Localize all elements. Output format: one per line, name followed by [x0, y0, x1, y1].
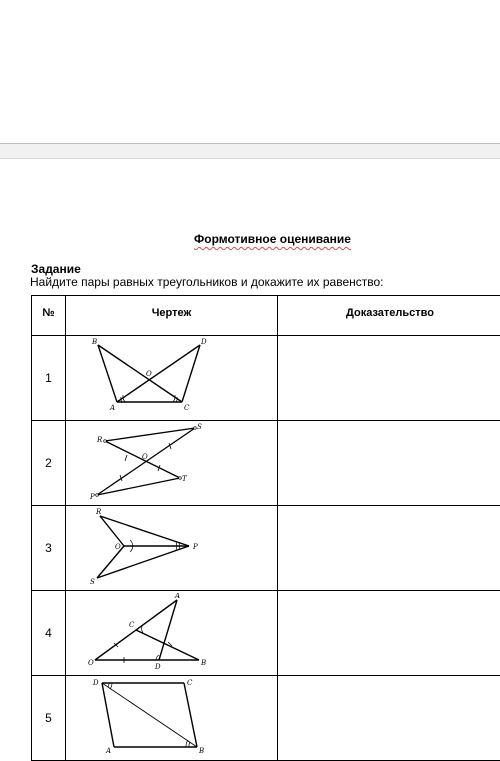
label-r: R [96, 436, 103, 444]
label-c: C [129, 621, 135, 629]
figure-3 [72, 508, 272, 588]
row-number: 5 [32, 676, 66, 761]
task-text: Найдите пары равных треугольников и докажите их равенство: [30, 275, 383, 289]
label-b: B [198, 747, 204, 755]
header-number: № [32, 296, 66, 336]
label-b: B [91, 338, 97, 346]
drawing-cell [66, 676, 278, 761]
drawing-cell [66, 336, 278, 421]
label-d: D [154, 663, 161, 671]
proof-cell[interactable] [278, 676, 500, 761]
proof-cell[interactable] [278, 506, 500, 591]
label-o: O [88, 659, 94, 667]
figure-5 [72, 678, 272, 758]
label-s: S [197, 423, 202, 431]
label-r: R [95, 508, 102, 516]
label-c: C [184, 404, 190, 412]
figure-4 [72, 593, 272, 673]
task-table [31, 295, 500, 761]
label-o: O [115, 543, 121, 551]
label-d: D [200, 338, 207, 346]
row-number: 2 [32, 421, 66, 506]
proof-cell[interactable] [278, 591, 500, 676]
label-c: C [187, 679, 193, 687]
label-a: A [174, 593, 180, 600]
figure-2 [72, 423, 272, 503]
label-o: O [146, 370, 152, 378]
label-t: T [182, 475, 188, 483]
label-d: D [92, 679, 99, 687]
header-proof: Доказательство [278, 296, 500, 336]
drawing-cell [66, 591, 278, 676]
label-a: A [109, 404, 115, 412]
table-row [32, 591, 500, 676]
drawing-cell [66, 506, 278, 591]
row-number: 4 [32, 591, 66, 676]
label-s: S [90, 578, 95, 586]
table-row [32, 506, 500, 591]
label-o: O [142, 453, 148, 461]
task-heading: Задание [31, 262, 81, 276]
figure-1 [72, 338, 272, 418]
table-row [32, 676, 500, 761]
top-separator-bar [0, 143, 500, 159]
label-p: P [192, 543, 198, 551]
row-number: 1 [32, 336, 66, 421]
table-row [32, 336, 500, 421]
drawing-cell [66, 421, 278, 506]
label-p: P [89, 493, 95, 501]
proof-cell[interactable] [278, 421, 500, 506]
table-row [32, 421, 500, 506]
row-number: 3 [32, 506, 66, 591]
header-drawing: Чертеж [66, 296, 278, 336]
label-b: B [200, 659, 206, 667]
page-title: Формотивное оценивание [0, 232, 500, 246]
table-header-row [32, 296, 500, 336]
proof-cell[interactable] [278, 336, 500, 421]
label-a: A [105, 747, 111, 755]
